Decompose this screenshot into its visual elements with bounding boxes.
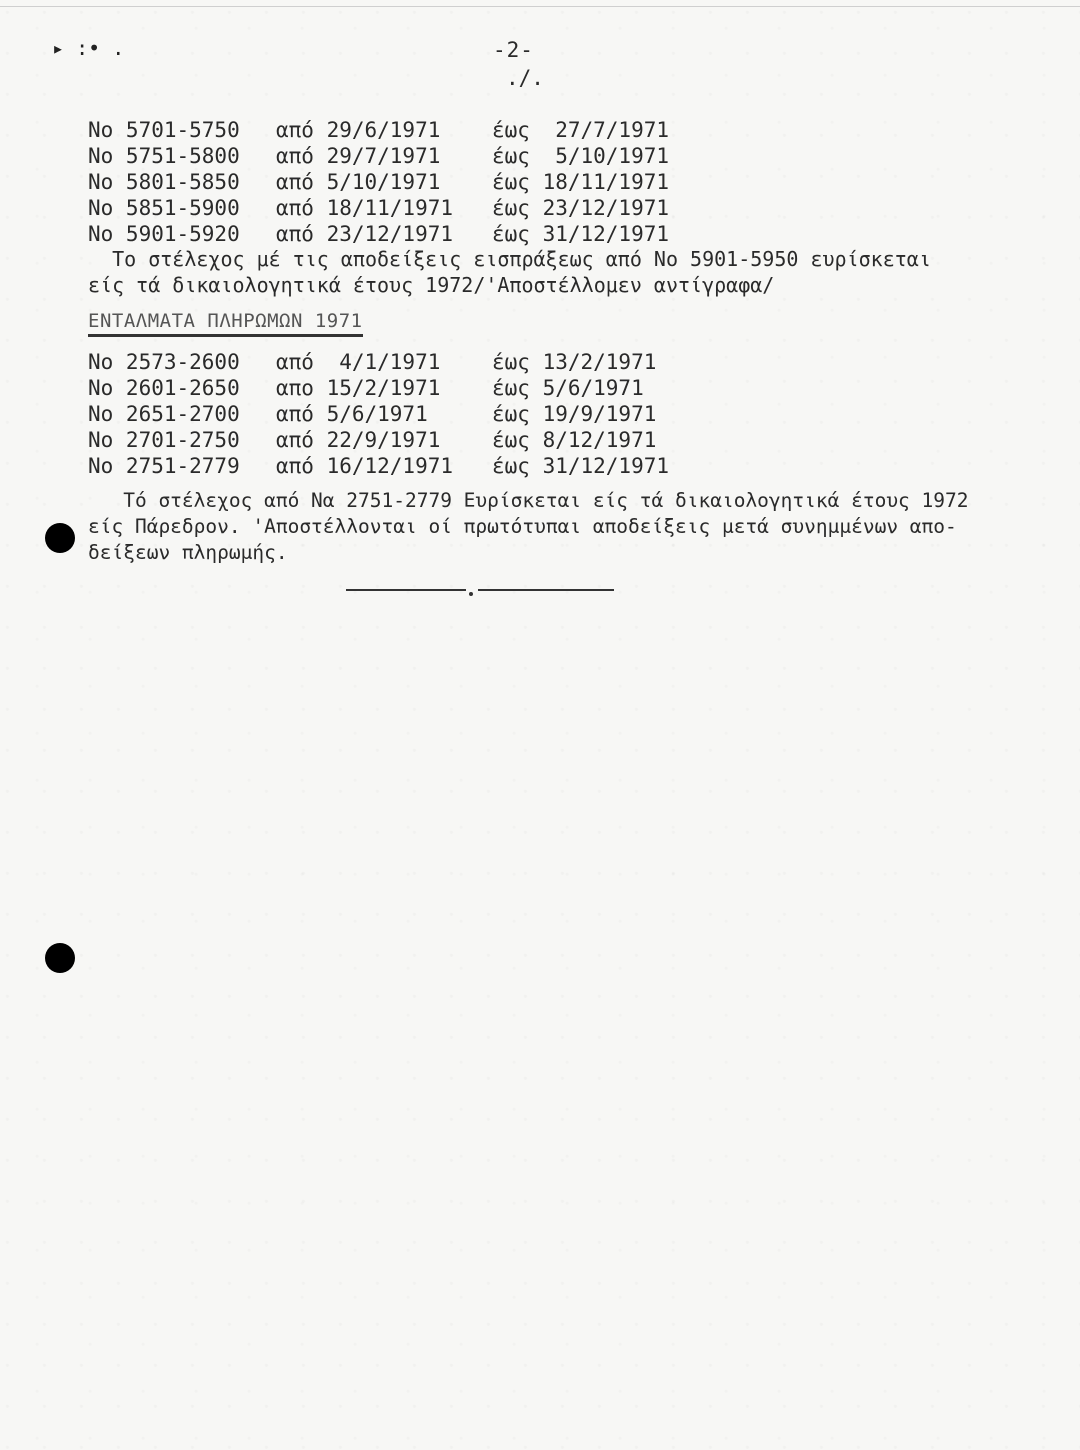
page-number: -2- [493, 38, 534, 62]
closing-rule-left [346, 589, 466, 591]
payment-from: απο 15/2/1971 [276, 376, 441, 400]
receipt-to: έως 31/12/1971 [492, 222, 670, 246]
continuation-mark: ./. [506, 66, 544, 90]
receipt-to: έως 18/11/1971 [492, 170, 670, 194]
receipt-from: από 23/12/1971 [276, 222, 454, 246]
top-edge-rule [0, 6, 1080, 7]
receipt-range: No 5851-5900 [88, 196, 240, 220]
receipt-to: έως 23/12/1971 [492, 196, 670, 220]
punch-hole-bottom [45, 943, 75, 973]
receipt-from: από 5/10/1971 [276, 170, 441, 194]
payments-note-line: είς Πάρεδρον. 'Αποστέλλονται οί πρωτότυπαι αποδείξεις μετά συνημμένων απο- [88, 515, 957, 538]
payment-to: έως 13/2/1971 [492, 350, 657, 374]
receipt-range: No 5751-5800 [88, 144, 240, 168]
receipt-from: από 18/11/1971 [276, 196, 454, 220]
payment-from: από 22/9/1971 [276, 428, 441, 452]
payment-from: από 4/1/1971 [276, 350, 441, 374]
payment-to: έως 5/6/1971 [492, 376, 644, 400]
payment-range: No 2601-2650 [88, 376, 240, 400]
receipt-range: No 5701-5750 [88, 118, 240, 142]
receipt-to: έως 5/10/1971 [492, 144, 670, 168]
payment-to: έως 31/12/1971 [492, 454, 670, 478]
punch-hole-top [45, 523, 75, 553]
receipt-to: έως 27/7/1971 [492, 118, 670, 142]
receipts-note-line: είς τά δικαιολογητικά έτους 1972/'Αποστέλλομεν αντίγραφα/ [88, 273, 775, 297]
closing-rule-dot [469, 592, 473, 596]
payment-range: No 2573-2600 [88, 350, 240, 374]
receipts-note-line: Το στέλεχος μέ τις αποδείξεις εισπράξεως από No 5901-5950 ευρίσκεται [88, 247, 931, 271]
payment-range: No 2751-2779 [88, 454, 240, 478]
payment-range: No 2651-2700 [88, 402, 240, 426]
payment-from: από 5/6/1971 [276, 402, 428, 426]
payment-to: έως 8/12/1971 [492, 428, 657, 452]
payment-range: No 2701-2750 [88, 428, 240, 452]
corner-mark: ▸ :• . [52, 36, 125, 60]
payments-note-line: Τό στέλεχος από Nα 2751-2779 Ευρίσκεται είς τά δικαιολογητικά έτους 1972 [88, 489, 969, 512]
receipt-from: από 29/6/1971 [276, 118, 441, 142]
receipt-range: No 5901-5920 [88, 222, 240, 246]
receipt-from: από 29/7/1971 [276, 144, 441, 168]
payment-from: από 16/12/1971 [276, 454, 454, 478]
closing-rule-right [478, 589, 614, 591]
payments-note-line: δείξεων πληρωμής. [88, 541, 288, 564]
section-heading: ΕΝΤΑΛΜΑΤΑ ΠΛΗΡΩΜΩΝ 1971 [88, 310, 363, 337]
receipt-range: No 5801-5850 [88, 170, 240, 194]
payment-to: έως 19/9/1971 [492, 402, 657, 426]
